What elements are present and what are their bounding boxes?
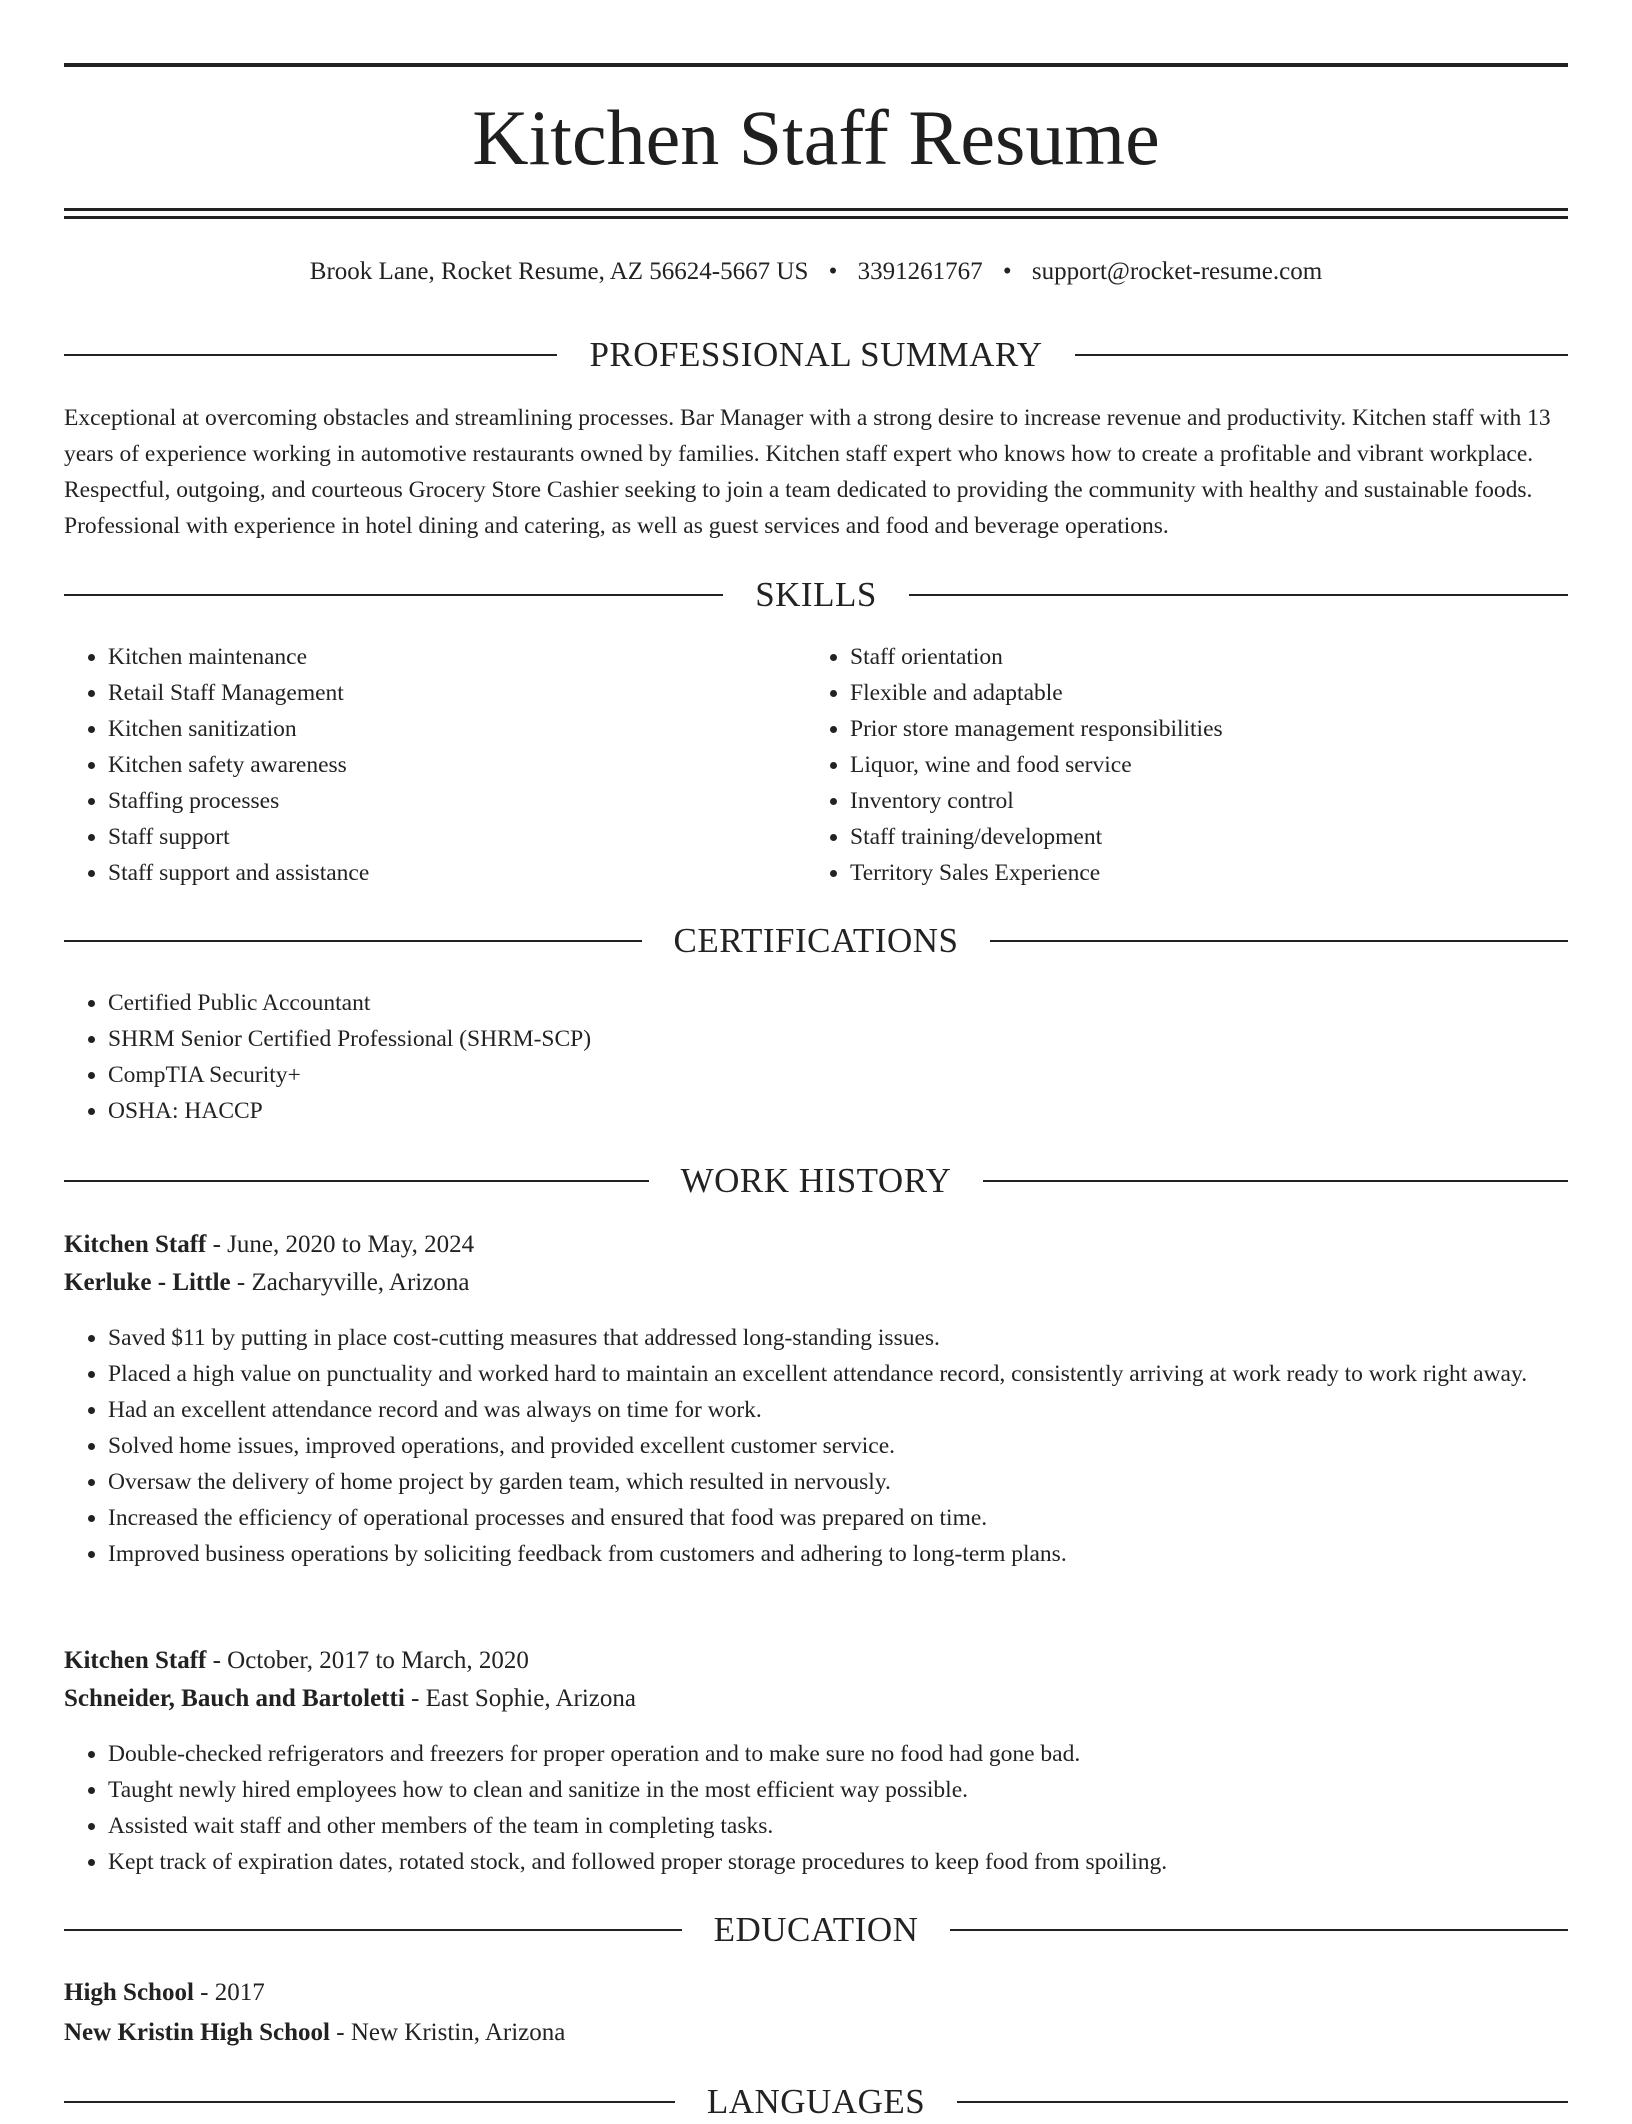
skill-item: • Flexible and adaptable [850,675,1570,711]
job-bullet: • Oversaw the delivery of home project by garden team, which resulted in nervously. [108,1464,1618,1500]
section-heading-skills [64,573,1568,617]
title-double-rule-lower [64,216,1568,219]
section-title: SKILLS [755,575,877,614]
job-company: Schneider, Bauch and Bartoletti [64,1685,405,1712]
contact-email: support@rocket-resume.com [1031,258,1323,285]
skills-list-left [64,639,788,891]
heading-rule [957,2101,1568,2103]
section-title: WORK HISTORY [680,1161,952,1200]
certification-item: • SHRM Senior Certified Professional (SHRM-SCP) [108,1021,1508,1057]
heading-rule [64,1929,682,1931]
certification-item: • CompTIA Security+ [108,1057,1508,1093]
section-heading-languages [64,2080,1568,2124]
skill-item: • Kitchen sanitization [108,711,788,747]
job-bullet: • Improved business operations by soliciting feedback from customers and adhering to long-term plans. [108,1536,1618,1572]
skill-item: • Prior store management responsibilities [850,711,1570,747]
job-bullet: • Assisted wait staff and other members of the team in completing tasks. [108,1808,1618,1844]
job-title-line [64,1643,529,1679]
section-title: PROFESSIONAL SUMMARY [589,335,1043,374]
section-heading-summary [64,333,1568,377]
job-company: Kerluke - Little [64,1269,231,1296]
section-title: LANGUAGES [706,2082,926,2121]
job-location: - East Sophie, Arizona [404,1685,636,1712]
job-location: - Zacharyville, Arizona [230,1269,470,1296]
skill-item: • Staff support and assistance [108,855,788,891]
job-title-line [64,1227,474,1263]
top-rule [64,63,1568,67]
job-bullets [64,1736,1618,1880]
contact-separator: • [828,258,838,285]
job-bullet: • Taught newly hired employees how to clean and sanitize in the most efficient way possible. [108,1772,1618,1808]
heading-rule [64,2101,675,2103]
heading-rule [909,594,1568,596]
job-title: Kitchen Staff [64,1647,207,1674]
job-bullets [64,1320,1618,1572]
section-heading-certifications [64,919,1568,963]
skill-item: • Inventory control [850,783,1570,819]
education-degree-line [64,1975,265,2011]
skill-item: • Staff support [108,819,788,855]
heading-rule [64,594,723,596]
skill-item: • Staffing processes [108,783,788,819]
job-bullet: • Saved $11 by putting in place cost-cutting measures that addressed long-standing issues. [108,1320,1618,1356]
contact-address: Brook Lane, Rocket Resume, AZ 56624-5667 US [309,258,809,285]
skill-item: • Territory Sales Experience [850,855,1570,891]
skill-item: • Staff training/development [850,819,1570,855]
title-double-rule-upper [64,208,1568,211]
contact-separator: • [1002,258,1012,285]
job-company-line [64,1265,469,1301]
heading-rule [64,354,557,356]
certification-item: • OSHA: HACCP [108,1093,1508,1129]
skill-item: • Retail Staff Management [108,675,788,711]
certification-item: • Certified Public Accountant [108,985,1508,1021]
heading-rule [990,940,1568,942]
heading-rule [64,1180,649,1182]
resume-title: Kitchen Staff Resume [472,94,1160,181]
section-title: CERTIFICATIONS [673,921,959,960]
education-school: New Kristin High School [64,2019,330,2046]
heading-rule [983,1180,1568,1182]
skill-item: • Liquor, wine and food service [850,747,1570,783]
heading-rule [950,1929,1568,1931]
job-bullet: • Increased the efficiency of operational processes and ensured that food was prepared on time. [108,1500,1618,1536]
skill-item: • Staff orientation [850,639,1570,675]
education-degree: High School [64,1979,194,2006]
job-dates: - October, 2017 to March, 2020 [206,1647,529,1674]
job-bullet: • Had an excellent attendance record and was always on time for work. [108,1392,1618,1428]
skill-item: • Kitchen maintenance [108,639,788,675]
heading-rule [64,940,642,942]
job-bullet: • Kept track of expiration dates, rotated stock, and followed proper storage procedures to keep food from spoiling. [108,1844,1618,1880]
heading-rule [1075,354,1568,356]
education-location: - New Kristin, Arizona [330,2019,566,2046]
summary-paragraph: Exceptional at overcoming obstacles and streamlining processes. Bar Manager with a strong desire to increase revenue and productivity. Kitchen staff with 13 years of experience working in automotive restaurants owned by families. Kitchen staff expert who knows how to create a profitable and vibrant workplace. Respectful, outgoing, and courteous Grocery Store Cashier seeking to join a team dedicated to providing the community with healthy and sustainable foods. Professional with experience in hotel dining and catering, as well as guest services and food and beverage operations. [64,405,1551,539]
skill-item: • Kitchen safety awareness [108,747,788,783]
job-title: Kitchen Staff [64,1231,207,1258]
skills-list-right [806,639,1570,891]
section-heading-work-history [64,1159,1568,1203]
contact-phone: 3391261767 [857,258,983,285]
certifications-list [64,985,1508,1129]
job-bullet: • Solved home issues, improved operations, and provided excellent customer service. [108,1428,1618,1464]
section-heading-education [64,1908,1568,1952]
job-company-line [64,1681,636,1717]
section-title: EDUCATION [713,1910,919,1949]
job-bullet: • Double-checked refrigerators and freezers for proper operation and to make sure no food had gone bad. [108,1736,1618,1772]
education-school-line [64,2015,565,2051]
education-year: - 2017 [193,1979,265,2006]
contact-line [0,254,1632,290]
job-dates: - June, 2020 to May, 2024 [206,1231,475,1258]
job-bullet: • Placed a high value on punctuality and worked hard to maintain an excellent attendance record, consistently arriving at work ready to work right away. [108,1356,1618,1392]
